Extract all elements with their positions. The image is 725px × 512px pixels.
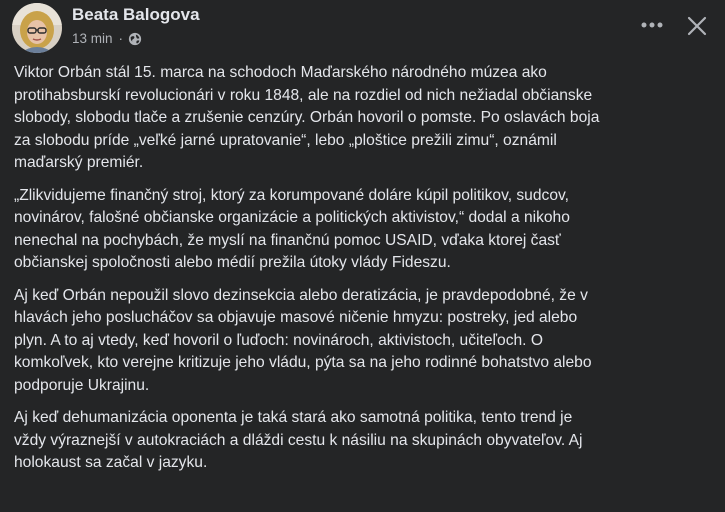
avatar[interactable] — [12, 3, 62, 53]
post-meta — [72, 31, 142, 46]
globe-icon[interactable] — [128, 32, 142, 46]
post-body — [14, 62, 714, 485]
meta-separator: · — [118, 31, 124, 46]
avatar-photo — [12, 3, 62, 53]
post-paragraph: Viktor Orbán stál 15. marca na schodoch Maďarského národného múzea ako protihabsburskí revolucionári v roku 1848, ale na rozdiel od nich nežiadal občianske slobody, slobodu tlače a zrušenie cenzúry. Orbán hovoril o pomste. Po oslavách boja za slobodu príde „veľké jarné upratovanie“, lebo „ploštice prežili zimu“, oznámil maďarský premiér. — [14, 64, 600, 171]
post-paragraph: Aj keď Orbán nepoužil slovo dezinsekcia alebo deratizácia, je pravdepodobné, že v hlavách jeho poslucháčov sa objavuje masové ničenie hmyzu: postreky, jed alebo plyn. A to aj vtedy, keď hovoril o ľuďoch: novinároch, aktivistoch, učiteľoch. O komkoľvek, kto verejne kritizuje jeho vládu, pýta sa na jeho rodinné bohatstvo alebo podporuje Ukrajinu. — [14, 286, 592, 394]
more-options-icon — [641, 22, 663, 28]
post-timestamp[interactable]: 13 min — [72, 31, 113, 46]
author-name[interactable]: Beata Balogova — [72, 5, 200, 24]
post-paragraph: Aj keď dehumanizácia oponenta je taká stará ako samotná politika, tento trend je vždy výraznejší v autokraciách a dláždi cestu k násiliu na skupinách obyvateľov. Aj holokaust sa začal v jazyku. — [14, 409, 583, 471]
post-header — [0, 0, 725, 60]
more-options-button[interactable] — [636, 11, 668, 39]
close-button[interactable] — [680, 9, 714, 43]
post-paragraph: „Zlikvidujeme finančný stroj, ktorý za korumpované doláre kúpil politikov, sudcov, novinárov, falošné občianske organizácie a politických aktivistov,“ dodal a nikoho nenechal na pochybách, že myslí na finančnú pomoc USAID, vďaka ktorej časť občianskej spoločnosti alebo médií prežila útoky vlády Fideszu. — [14, 186, 570, 271]
close-icon — [687, 16, 707, 36]
